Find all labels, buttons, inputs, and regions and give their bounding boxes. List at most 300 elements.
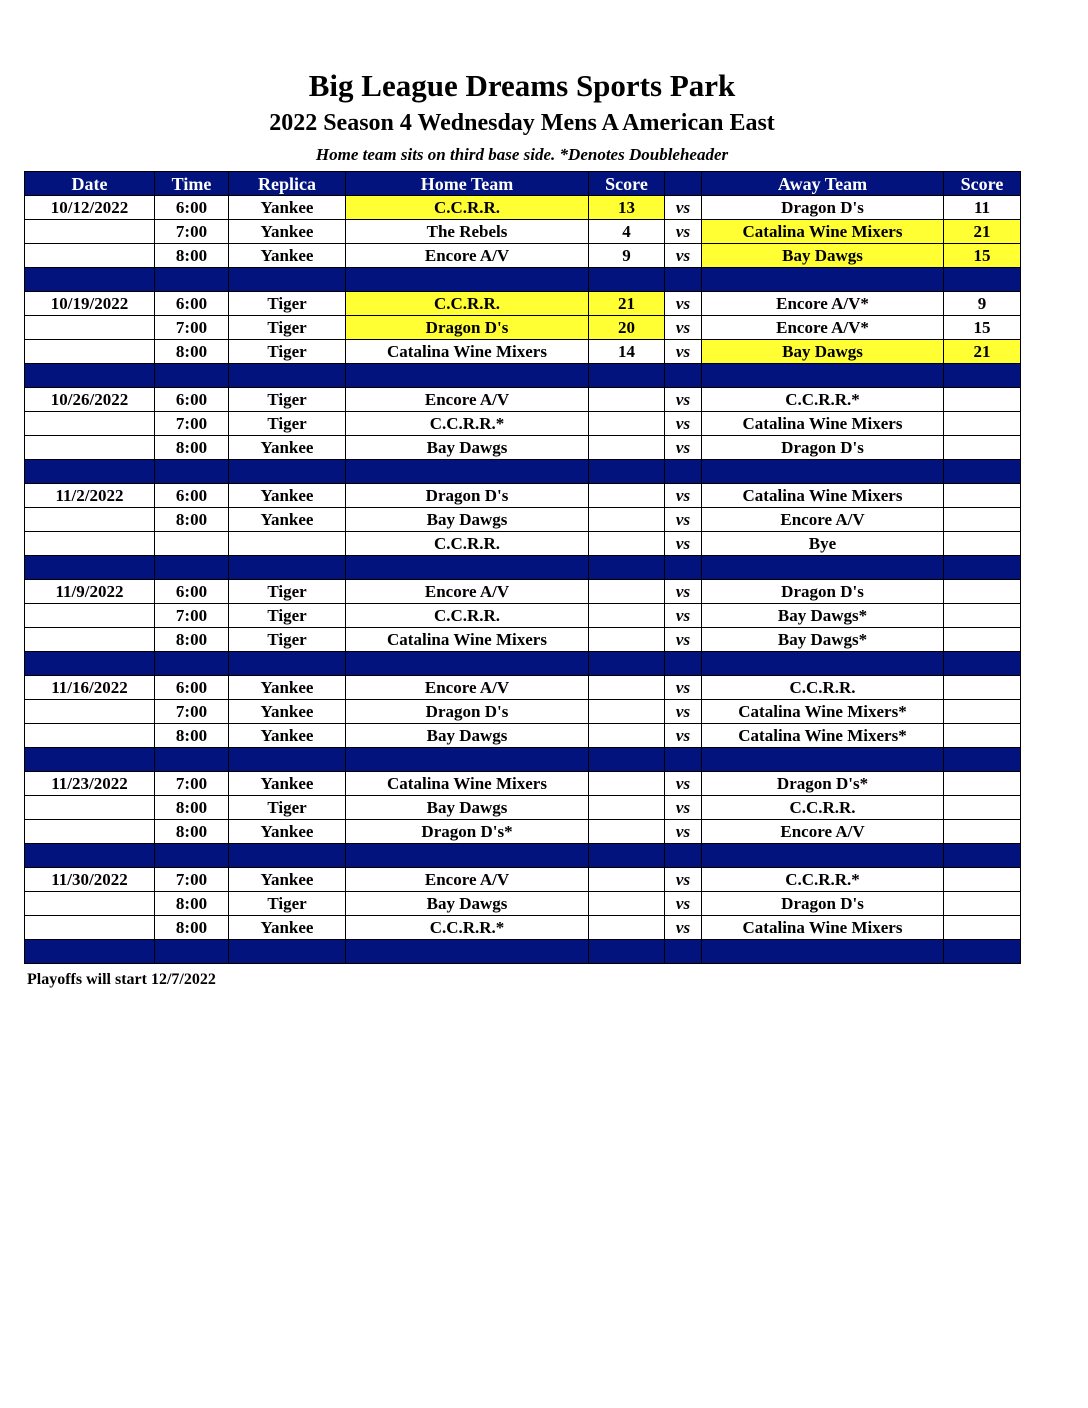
vs-label: vs (665, 508, 702, 532)
divider-cell (346, 940, 589, 964)
home-team: C.C.R.R. (346, 532, 589, 556)
game-date: 11/9/2022 (25, 580, 155, 604)
divider-cell (229, 748, 346, 772)
divider-cell (702, 652, 944, 676)
game-field: Tiger (229, 796, 346, 820)
home-team: Catalina Wine Mixers (346, 628, 589, 652)
week-divider-row (25, 748, 1021, 772)
away-score (944, 412, 1021, 436)
game-field: Yankee (229, 436, 346, 460)
game-time: 8:00 (155, 892, 229, 916)
divider-cell (944, 940, 1021, 964)
away-team: Catalina Wine Mixers* (702, 724, 944, 748)
divider-cell (229, 652, 346, 676)
divider-cell (229, 556, 346, 580)
game-field: Yankee (229, 724, 346, 748)
game-date (25, 700, 155, 724)
vs-label: vs (665, 892, 702, 916)
game-time: 6:00 (155, 484, 229, 508)
home-score (589, 820, 665, 844)
away-team: Dragon D's (702, 892, 944, 916)
home-score (589, 628, 665, 652)
home-score: 13 (589, 196, 665, 220)
away-team: Bay Dawgs (702, 244, 944, 268)
vs-label: vs (665, 580, 702, 604)
divider-cell (346, 748, 589, 772)
away-score (944, 916, 1021, 940)
divider-cell (944, 652, 1021, 676)
divider-cell (944, 364, 1021, 388)
week-divider-row (25, 940, 1021, 964)
divider-cell (589, 748, 665, 772)
vs-label: vs (665, 604, 702, 628)
vs-label: vs (665, 676, 702, 700)
game-date (25, 892, 155, 916)
home-score (589, 532, 665, 556)
column-header-away-team: Away Team (702, 172, 944, 196)
divider-cell (665, 844, 702, 868)
away-team: C.C.R.R. (702, 796, 944, 820)
game-date: 10/19/2022 (25, 292, 155, 316)
vs-label: vs (665, 820, 702, 844)
away-team: Dragon D's (702, 436, 944, 460)
home-team: Catalina Wine Mixers (346, 772, 589, 796)
game-date (25, 508, 155, 532)
home-score: 4 (589, 220, 665, 244)
game-row (25, 796, 1021, 820)
game-date (25, 244, 155, 268)
game-field: Yankee (229, 772, 346, 796)
vs-label: vs (665, 484, 702, 508)
away-team: Dragon D's (702, 196, 944, 220)
away-score (944, 796, 1021, 820)
playoffs-note: Playoffs will start 12/7/2022 (27, 971, 216, 988)
divider-cell (229, 268, 346, 292)
vs-label: vs (665, 316, 702, 340)
vs-label: vs (665, 628, 702, 652)
divider-cell (702, 556, 944, 580)
game-field: Tiger (229, 628, 346, 652)
home-team: Encore A/V (346, 676, 589, 700)
week-divider-row (25, 460, 1021, 484)
home-score: 9 (589, 244, 665, 268)
game-row (25, 316, 1021, 340)
vs-label: vs (665, 724, 702, 748)
game-row (25, 340, 1021, 364)
game-row (25, 916, 1021, 940)
away-score (944, 388, 1021, 412)
divider-cell (346, 268, 589, 292)
game-date (25, 340, 155, 364)
game-time: 7:00 (155, 412, 229, 436)
game-time: 7:00 (155, 772, 229, 796)
away-score: 15 (944, 244, 1021, 268)
column-header-home-team: Home Team (346, 172, 589, 196)
game-time: 8:00 (155, 436, 229, 460)
column-header-away-score: Score (944, 172, 1021, 196)
game-time: 6:00 (155, 580, 229, 604)
game-date (25, 916, 155, 940)
vs-label: vs (665, 772, 702, 796)
home-score: 14 (589, 340, 665, 364)
away-score (944, 508, 1021, 532)
divider-cell (25, 748, 155, 772)
away-score (944, 484, 1021, 508)
home-team: Bay Dawgs (346, 436, 589, 460)
game-field: Tiger (229, 412, 346, 436)
game-date (25, 820, 155, 844)
away-score: 11 (944, 196, 1021, 220)
divider-cell (702, 940, 944, 964)
divider-cell (155, 556, 229, 580)
home-score (589, 676, 665, 700)
game-row (25, 244, 1021, 268)
week-divider-row (25, 652, 1021, 676)
vs-label: vs (665, 532, 702, 556)
game-row (25, 580, 1021, 604)
away-score (944, 676, 1021, 700)
divider-cell (665, 748, 702, 772)
home-score (589, 508, 665, 532)
game-row (25, 292, 1021, 316)
game-row (25, 868, 1021, 892)
away-score (944, 724, 1021, 748)
away-team: Catalina Wine Mixers (702, 484, 944, 508)
game-row (25, 388, 1021, 412)
away-team: Encore A/V* (702, 292, 944, 316)
home-team: Encore A/V (346, 580, 589, 604)
home-score: 21 (589, 292, 665, 316)
divider-cell (665, 460, 702, 484)
home-team: C.C.R.R. (346, 292, 589, 316)
vs-label: vs (665, 436, 702, 460)
divider-cell (702, 268, 944, 292)
away-score (944, 532, 1021, 556)
away-team: C.C.R.R. (702, 676, 944, 700)
game-time: 7:00 (155, 868, 229, 892)
divider-cell (944, 460, 1021, 484)
game-time: 6:00 (155, 676, 229, 700)
home-team: Bay Dawgs (346, 892, 589, 916)
home-team: Dragon D's (346, 700, 589, 724)
game-time: 8:00 (155, 628, 229, 652)
home-score (589, 388, 665, 412)
divider-cell (665, 556, 702, 580)
divider-cell (155, 748, 229, 772)
game-row (25, 724, 1021, 748)
home-team: Dragon D's* (346, 820, 589, 844)
game-row (25, 220, 1021, 244)
game-date (25, 604, 155, 628)
divider-cell (155, 460, 229, 484)
divider-cell (25, 940, 155, 964)
away-score: 15 (944, 316, 1021, 340)
home-team: Bay Dawgs (346, 796, 589, 820)
home-team: Bay Dawgs (346, 508, 589, 532)
home-team: Bay Dawgs (346, 724, 589, 748)
away-team: Catalina Wine Mixers (702, 916, 944, 940)
away-team: Encore A/V (702, 508, 944, 532)
home-score (589, 868, 665, 892)
divider-cell (25, 364, 155, 388)
divider-cell (155, 364, 229, 388)
game-date (25, 532, 155, 556)
divider-cell (155, 940, 229, 964)
column-header-replica: Replica (229, 172, 346, 196)
divider-cell (346, 460, 589, 484)
game-row (25, 508, 1021, 532)
divider-cell (589, 364, 665, 388)
game-time: 7:00 (155, 316, 229, 340)
game-time: 8:00 (155, 244, 229, 268)
divider-cell (589, 556, 665, 580)
away-score: 21 (944, 220, 1021, 244)
vs-label: vs (665, 916, 702, 940)
away-score (944, 436, 1021, 460)
game-time: 8:00 (155, 724, 229, 748)
game-row (25, 484, 1021, 508)
game-date (25, 436, 155, 460)
game-date (25, 316, 155, 340)
divider-cell (229, 844, 346, 868)
game-time: 8:00 (155, 796, 229, 820)
game-date (25, 724, 155, 748)
divider-cell (346, 556, 589, 580)
divider-cell (346, 844, 589, 868)
vs-label: vs (665, 388, 702, 412)
away-team: C.C.R.R.* (702, 388, 944, 412)
game-field: Yankee (229, 700, 346, 724)
game-row (25, 196, 1021, 220)
page-title: Big League Dreams Sports Park (308, 68, 736, 103)
away-team: Catalina Wine Mixers* (702, 700, 944, 724)
divider-cell (25, 556, 155, 580)
divider-cell (346, 364, 589, 388)
game-row (25, 820, 1021, 844)
week-divider-row (25, 556, 1021, 580)
game-time: 7:00 (155, 700, 229, 724)
away-score (944, 820, 1021, 844)
game-date (25, 220, 155, 244)
game-time: 6:00 (155, 292, 229, 316)
game-date: 11/2/2022 (25, 484, 155, 508)
game-date: 11/16/2022 (25, 676, 155, 700)
game-row (25, 436, 1021, 460)
game-row (25, 604, 1021, 628)
game-time: 6:00 (155, 196, 229, 220)
home-score (589, 892, 665, 916)
divider-cell (589, 940, 665, 964)
divider-cell (25, 844, 155, 868)
divider-cell (229, 460, 346, 484)
divider-cell (702, 844, 944, 868)
column-header-time: Time (155, 172, 229, 196)
divider-cell (589, 844, 665, 868)
game-field: Yankee (229, 508, 346, 532)
week-divider-row (25, 364, 1021, 388)
game-row (25, 676, 1021, 700)
week-divider-row (25, 844, 1021, 868)
vs-label: vs (665, 340, 702, 364)
away-team: Bay Dawgs (702, 340, 944, 364)
divider-cell (944, 556, 1021, 580)
away-team: Dragon D's* (702, 772, 944, 796)
schedule-table (24, 171, 1021, 964)
column-header-vs (665, 172, 702, 196)
game-time: 7:00 (155, 220, 229, 244)
game-time: 8:00 (155, 820, 229, 844)
away-score (944, 604, 1021, 628)
game-date: 11/30/2022 (25, 868, 155, 892)
home-score (589, 484, 665, 508)
divider-cell (665, 364, 702, 388)
home-team: Dragon D's (346, 484, 589, 508)
divider-cell (702, 460, 944, 484)
week-divider-row (25, 268, 1021, 292)
away-team: C.C.R.R.* (702, 868, 944, 892)
vs-label: vs (665, 220, 702, 244)
away-team: Dragon D's (702, 580, 944, 604)
game-row (25, 772, 1021, 796)
divider-cell (229, 364, 346, 388)
game-row (25, 892, 1021, 916)
away-score (944, 892, 1021, 916)
away-team: Bay Dawgs* (702, 628, 944, 652)
away-score (944, 580, 1021, 604)
divider-cell (346, 652, 589, 676)
divider-cell (944, 748, 1021, 772)
home-team: C.C.R.R.* (346, 916, 589, 940)
game-date: 10/12/2022 (25, 196, 155, 220)
away-team: Catalina Wine Mixers (702, 220, 944, 244)
column-header-date: Date (25, 172, 155, 196)
home-score: 20 (589, 316, 665, 340)
divider-cell (944, 268, 1021, 292)
home-score (589, 916, 665, 940)
vs-label: vs (665, 412, 702, 436)
divider-cell (944, 844, 1021, 868)
away-score (944, 868, 1021, 892)
game-date: 11/23/2022 (25, 772, 155, 796)
game-field: Yankee (229, 820, 346, 844)
game-time: 6:00 (155, 388, 229, 412)
home-team: C.C.R.R. (346, 196, 589, 220)
home-score (589, 796, 665, 820)
divider-cell (665, 268, 702, 292)
home-score (589, 580, 665, 604)
header-row (25, 172, 1021, 196)
game-row (25, 532, 1021, 556)
game-field: Yankee (229, 220, 346, 244)
home-score (589, 412, 665, 436)
home-team: Dragon D's (346, 316, 589, 340)
divider-cell (155, 652, 229, 676)
column-header-home-score: Score (589, 172, 665, 196)
game-time (155, 532, 229, 556)
divider-cell (589, 268, 665, 292)
game-field: Yankee (229, 676, 346, 700)
divider-cell (229, 940, 346, 964)
game-field: Tiger (229, 316, 346, 340)
divider-cell (665, 940, 702, 964)
vs-label: vs (665, 196, 702, 220)
divider-cell (702, 364, 944, 388)
game-field: Yankee (229, 196, 346, 220)
game-field: Tiger (229, 388, 346, 412)
away-team: Bye (702, 532, 944, 556)
game-date (25, 628, 155, 652)
game-time: 7:00 (155, 604, 229, 628)
game-field: Yankee (229, 244, 346, 268)
game-field: Yankee (229, 484, 346, 508)
game-field: Tiger (229, 892, 346, 916)
game-field (229, 532, 346, 556)
away-score (944, 772, 1021, 796)
game-field: Yankee (229, 868, 346, 892)
home-team: C.C.R.R. (346, 604, 589, 628)
away-score (944, 700, 1021, 724)
vs-label: vs (665, 868, 702, 892)
game-time: 8:00 (155, 916, 229, 940)
game-row (25, 412, 1021, 436)
schedule-note: Home team sits on third base side. *Denotes Doubleheader (315, 145, 729, 164)
away-team: Bay Dawgs* (702, 604, 944, 628)
away-team: Encore A/V (702, 820, 944, 844)
home-team: Catalina Wine Mixers (346, 340, 589, 364)
game-row (25, 628, 1021, 652)
home-score (589, 772, 665, 796)
game-field: Tiger (229, 340, 346, 364)
divider-cell (155, 844, 229, 868)
schedule-body (25, 196, 1021, 964)
vs-label: vs (665, 796, 702, 820)
home-team: The Rebels (346, 220, 589, 244)
vs-label: vs (665, 244, 702, 268)
game-date (25, 412, 155, 436)
divider-cell (665, 652, 702, 676)
game-field: Tiger (229, 604, 346, 628)
divider-cell (25, 460, 155, 484)
game-time: 8:00 (155, 508, 229, 532)
home-team: Encore A/V (346, 868, 589, 892)
divider-cell (155, 268, 229, 292)
divider-cell (25, 652, 155, 676)
divider-cell (25, 268, 155, 292)
home-score (589, 436, 665, 460)
divider-cell (702, 748, 944, 772)
away-team: Encore A/V* (702, 316, 944, 340)
divider-cell (589, 460, 665, 484)
home-score (589, 700, 665, 724)
home-team: Encore A/V (346, 244, 589, 268)
away-score: 9 (944, 292, 1021, 316)
home-team: C.C.R.R.* (346, 412, 589, 436)
away-score: 21 (944, 340, 1021, 364)
game-date (25, 796, 155, 820)
game-date: 10/26/2022 (25, 388, 155, 412)
home-team: Encore A/V (346, 388, 589, 412)
home-score (589, 724, 665, 748)
divider-cell (589, 652, 665, 676)
home-score (589, 604, 665, 628)
vs-label: vs (665, 292, 702, 316)
vs-label: vs (665, 700, 702, 724)
game-field: Tiger (229, 292, 346, 316)
game-field: Tiger (229, 580, 346, 604)
page-subtitle: 2022 Season 4 Wednesday Mens A American East (269, 110, 775, 136)
game-time: 8:00 (155, 340, 229, 364)
game-field: Yankee (229, 916, 346, 940)
